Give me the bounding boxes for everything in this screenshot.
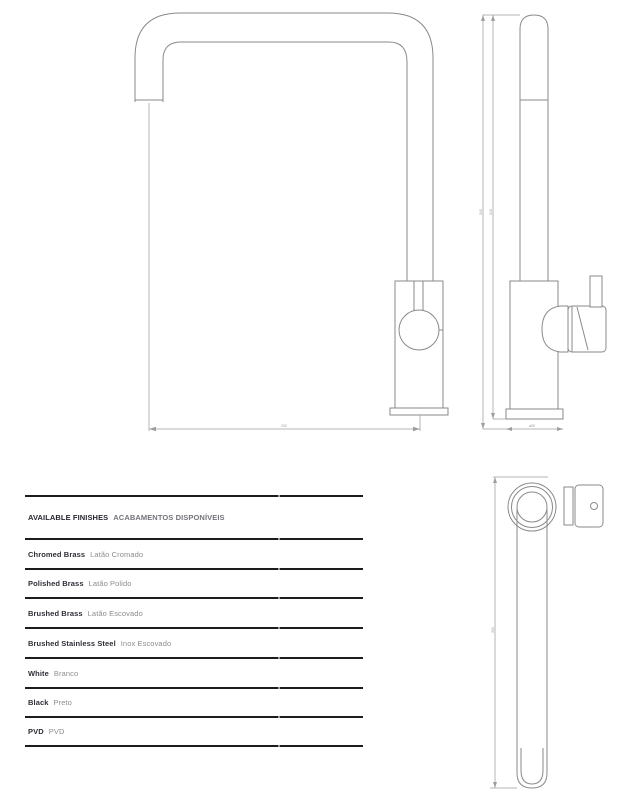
side-spout-column [520,15,548,281]
front-extension-lines [149,103,420,431]
finish-row [25,627,363,657]
finish-name-en: Polished Brass [28,579,84,588]
finish-name-en: Brushed Stainless Steel [28,638,116,648]
side-dim-label-spout: 318 [489,209,493,215]
finish-name-en: Chromed Brass [28,549,86,559]
finish-name-pt: Branco [53,668,79,678]
finish-name-en: Black [28,698,49,707]
side-handle-grip [590,276,602,307]
finishes-table [25,495,363,747]
top-spout-tip-inner [521,748,543,784]
finish-name-en: White [28,668,49,678]
top-handle-neck [564,487,573,525]
top-handle-grip [575,485,603,527]
finish-name-pt: Latão Escovado [87,608,143,618]
top-spout-circle [517,492,547,522]
front-body-slot [414,281,423,311]
finish-name-pt: Latão Cromado [90,549,144,559]
finishes-header-en: AVAILABLE FINISHES [28,513,109,522]
top-flange-circle [508,483,556,531]
finish-row [25,538,363,568]
top-spout-tube [517,509,547,788]
finish-row [25,716,363,747]
top-view-drawing [490,477,603,788]
front-view-drawing [135,13,448,431]
top-dimension-lines [490,477,548,788]
finish-row [25,687,363,716]
finish-name-en: PVD [28,727,44,736]
side-view-drawing [479,15,606,431]
front-dim-arrow-left [149,427,156,431]
finish-name-pt: PVD [48,727,65,736]
finishes-header-pt: ACABAMENTOS DISPONÍVEIS [113,513,225,522]
side-base-flange [506,409,563,419]
side-dimension-lines [483,15,520,429]
front-base-flange [390,408,448,415]
front-valve-circle [399,310,439,350]
front-spout-outer [135,13,433,281]
front-spout-inner [163,42,407,281]
finish-row [25,568,363,597]
side-dim-label-total: 340 [479,209,483,215]
front-spout-outlet [135,100,163,102]
finish-row [25,657,363,687]
finish-name-en: Brushed Brass [28,608,83,618]
finish-name-pt: Latão Polido [88,579,132,588]
side-dim-arrows-top [481,15,495,21]
top-body-circle [512,487,553,528]
top-dim-label: 300 [491,627,495,633]
side-base-dim-label: ø50 [529,424,536,428]
finish-name-pt: Preto [53,698,72,707]
finishes-header-row [25,495,363,538]
finish-row [25,597,363,627]
front-dim-arrow-right [413,427,420,431]
front-dim-label: 232 [281,424,287,428]
side-handle-collar [542,306,568,352]
finish-name-pt: Inox Escovado [120,638,172,648]
